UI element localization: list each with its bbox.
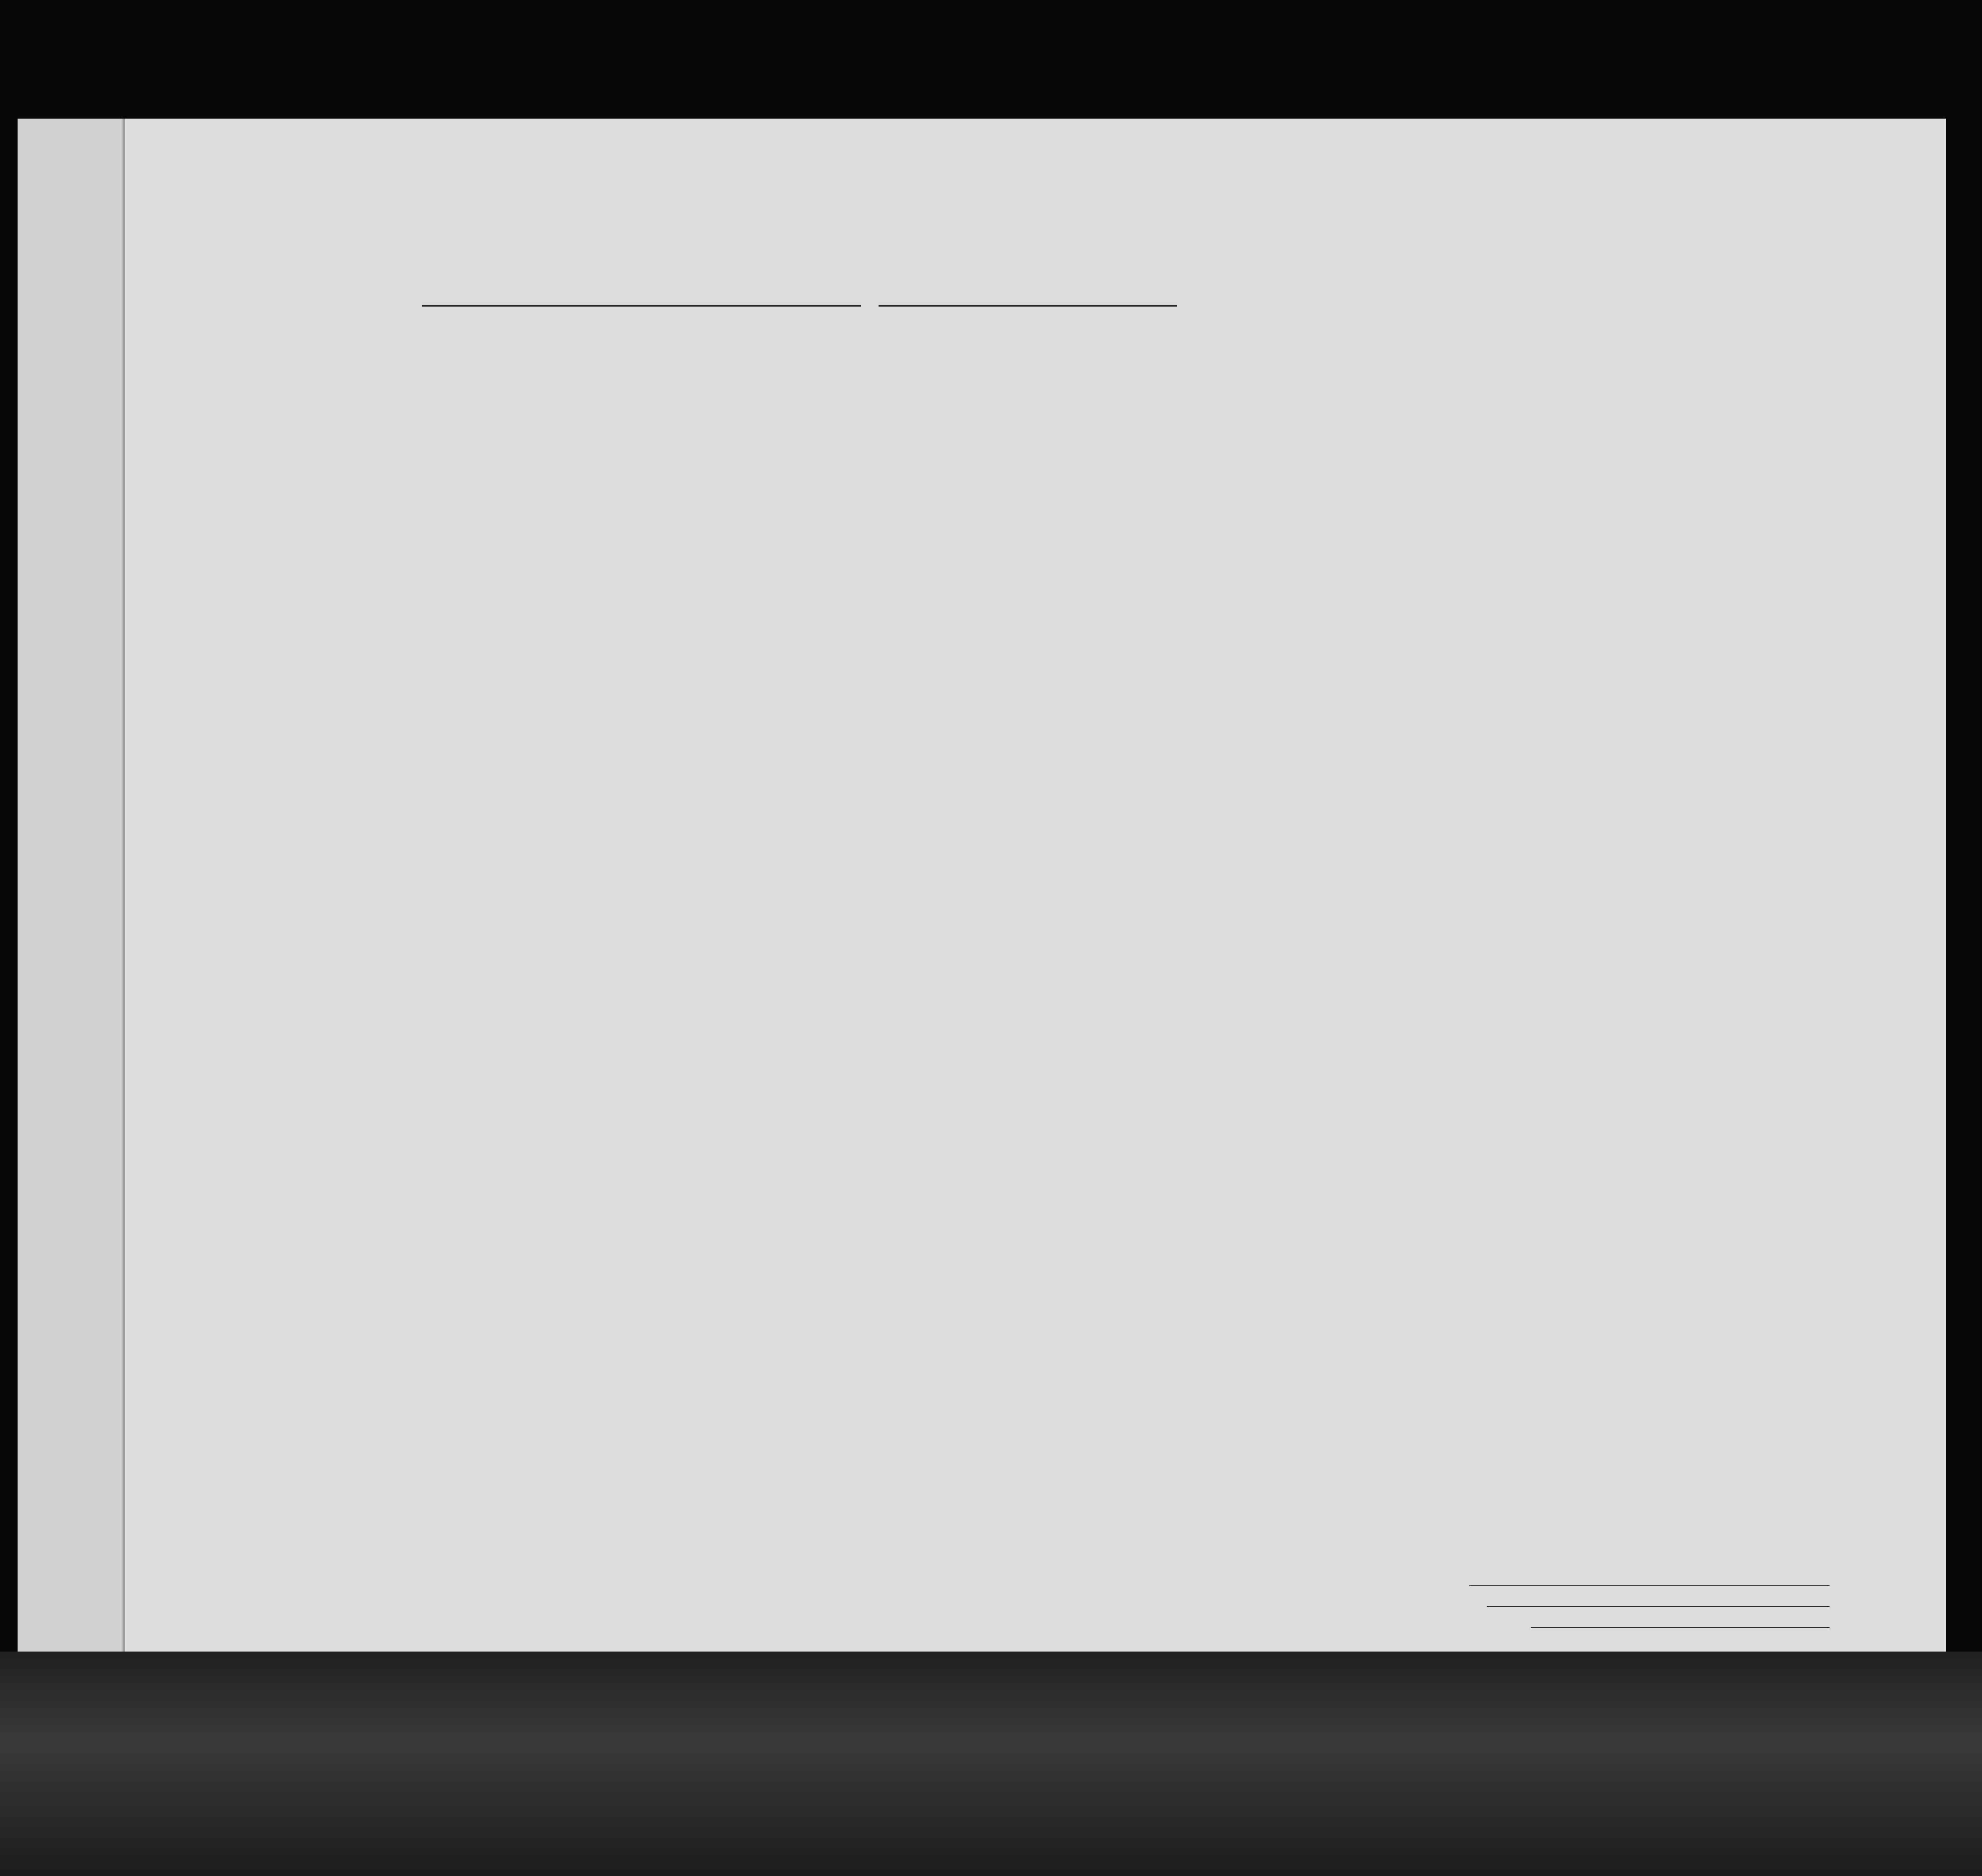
- owners-underline: [1487, 1606, 1830, 1607]
- agents-underline: [1531, 1627, 1830, 1628]
- line-underline: [1469, 1585, 1830, 1586]
